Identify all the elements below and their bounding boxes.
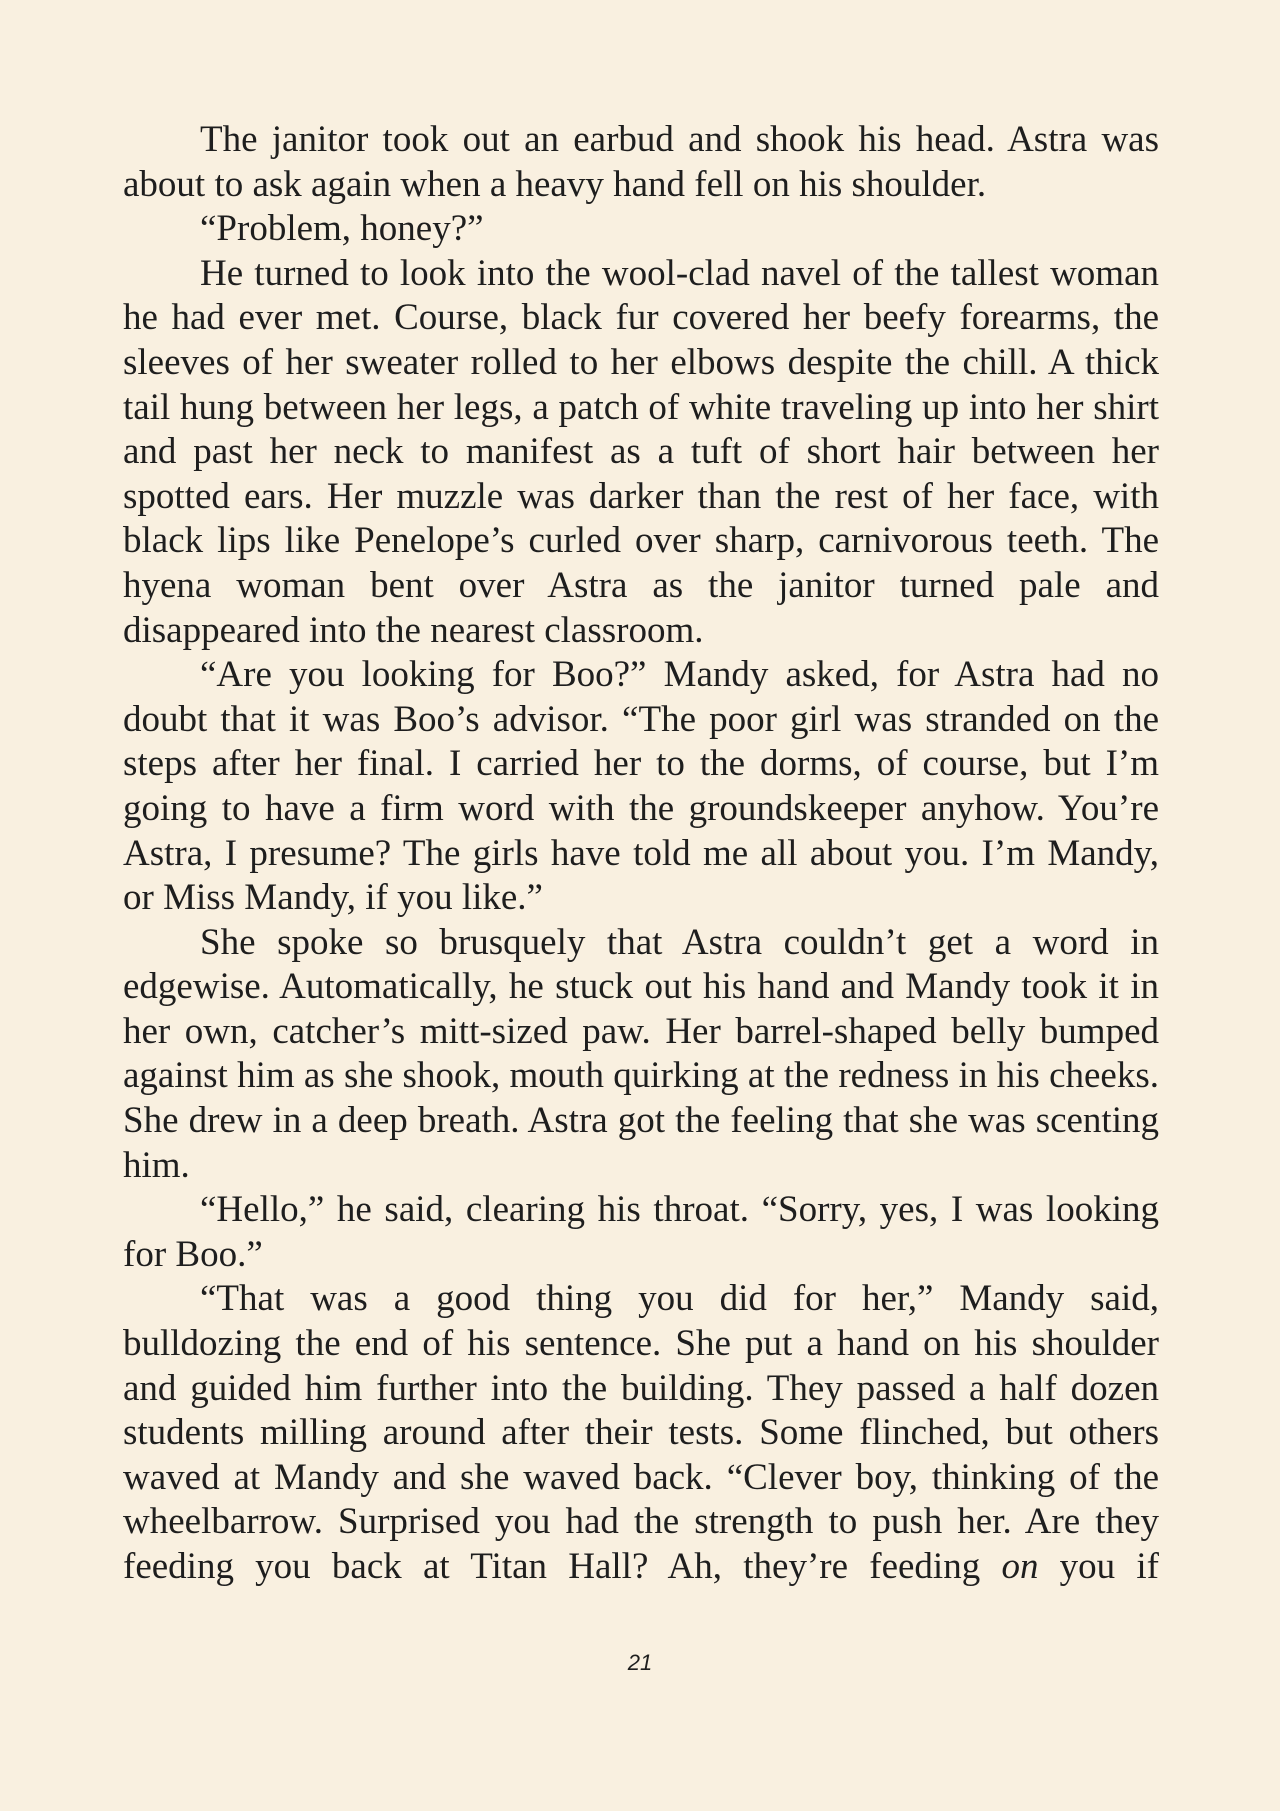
emphasized-word: on bbox=[1001, 1546, 1039, 1587]
paragraph-continued bbox=[123, 1277, 1159, 1589]
paragraph: “Hello,” he said, clearing his throat. “Sorry, yes, I was looking for Boo.” bbox=[123, 1189, 1159, 1275]
paragraph: He turned to look into the wool-clad navel of the tallest woman he had ever met. Course, black fur covered her beefy forearms, the sleeves of her sweater rolled to her elbows despite the chill. A thick tail hung between her legs, a patch of white traveling up into her shirt and past her neck to manifest as a tuft of short hair between her spotted ears. Her muzzle was darker than the rest of her face, with black lips like Penelope’s curled over sharp, carnivorous teeth. The hyena woman bent over Astra as the janitor turned pale and disappeared into the nearest classroom. bbox=[123, 252, 1159, 651]
paragraph: The janitor took out an earbud and shook his head. Astra was about to ask again when a heavy hand fell on his shoulder. bbox=[123, 119, 1159, 205]
paragraph: “Are you looking for Boo?” Mandy asked, for Astra had no doubt that it was Boo’s advisor. “The poor girl was stranded on the steps after her final. I carried her to the dorms, of course, but I’m going to have a firm word with the groundskeeper anyhow. You’re Astra, I presume? The girls have told me all about you. I’m Mandy, or Miss Mandy, if you like.” bbox=[123, 654, 1159, 919]
page-number: 21 bbox=[627, 1650, 653, 1675]
paragraph-text-end: you if bbox=[1038, 1546, 1159, 1587]
paragraph-text: “That was a good thing you did for her,” Mandy said, bulldozing the end of his sentence. She put a hand on his shoulder and guided him further into the building. They passed a half dozen students milling around after their tests. Some flinched, but others waved at Mandy and she waved back. “Clever boy, thinking of the wheelbarrow. Surprised you had the strength to push her. Are they feeding you back at Titan Hall? Ah, they’re feeding bbox=[123, 1278, 1159, 1587]
paragraph: She spoke so brusquely that Astra couldn’t get a word in edgewise. Automatically, he stuck out his hand and Mandy took it in her own, catcher’s mitt-sized paw. Her barrel-shaped belly bumped against him as she shook, mouth quirking at the redness in his cheeks. She drew in a deep breath. Astra got the feeling that she was scenting him. bbox=[123, 921, 1159, 1186]
page-body bbox=[123, 118, 1159, 1618]
paragraph: “Problem, honey?” bbox=[200, 208, 484, 250]
